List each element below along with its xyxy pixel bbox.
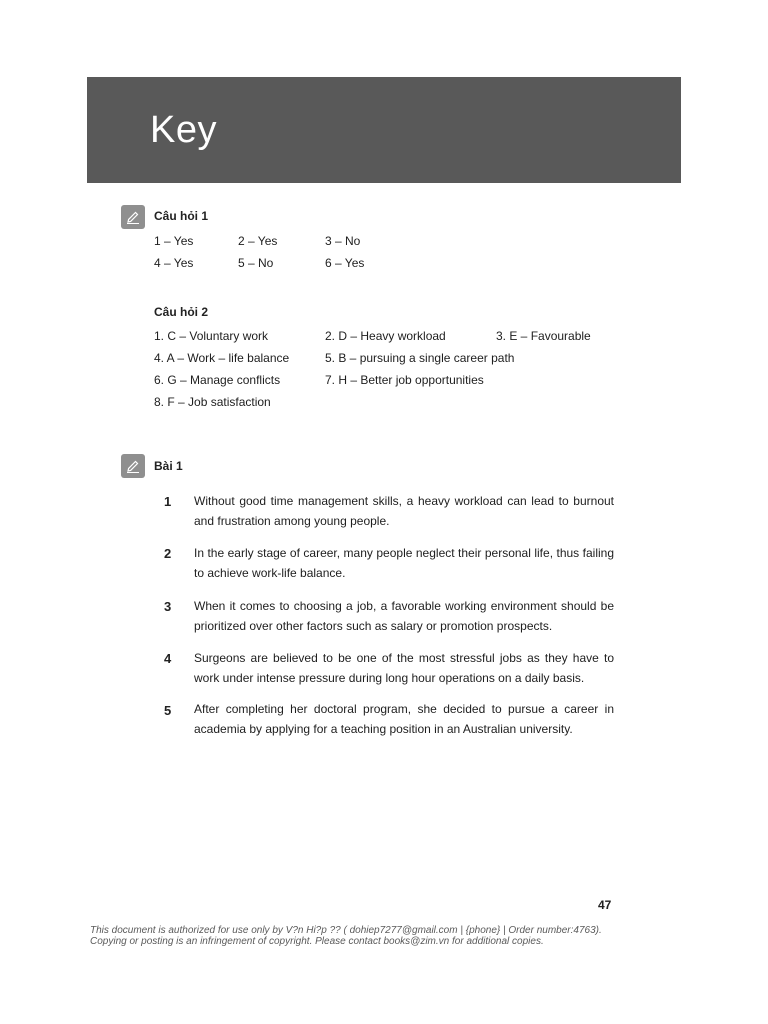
answer-item: 5 – No: [238, 256, 274, 270]
header-banner: [87, 77, 681, 183]
answer-item: 2 – Yes: [238, 234, 278, 248]
item-number: 3: [164, 599, 172, 614]
answer-item: 3 – No: [325, 234, 361, 248]
answer-item: 7. H – Better job opportunities: [325, 373, 484, 387]
pencil-icon: [121, 454, 145, 478]
answer-item: 1 – Yes: [154, 234, 194, 248]
item-number: 2: [164, 546, 172, 561]
page-number: 47: [598, 898, 612, 912]
answer-item: 1. C – Voluntary work: [154, 329, 269, 343]
section-label-q2: Câu hỏi 2: [154, 305, 209, 319]
section-label-bai1: Bài 1: [154, 459, 183, 473]
answer-item: 6 – Yes: [325, 256, 365, 270]
answer-item: 4. A – Work – life balance: [154, 351, 290, 365]
section-label-q1: Câu hỏi 1: [154, 209, 209, 223]
item-number: 1: [164, 494, 172, 509]
copyright-footer: [90, 925, 730, 947]
answer-item: 2. D – Heavy workload: [325, 329, 446, 343]
answer-item: 6. G – Manage conflicts: [154, 373, 281, 387]
answer-item: 4 – Yes: [154, 256, 194, 270]
sentence-text: Without good time management skills, a heavy workload can lead to burnout and frustration among young people.: [194, 494, 614, 528]
pencil-icon: [121, 205, 145, 229]
answer-item: 3. E – Favourable: [496, 329, 591, 343]
page-title: Key: [150, 109, 217, 151]
answer-item: 5. B – pursuing a single career path: [325, 351, 515, 365]
answer-item: 8. F – Job satisfaction: [154, 395, 271, 409]
sentence-text: In the early stage of career, many people neglect their personal life, thus failing to achieve work-life balance.: [194, 546, 614, 580]
footer-line: This document is authorized for use only by V?n Hi?p ?? ( dohiep7277@gmail.com | {phone} | Order number:4763).: [90, 925, 602, 936]
sentence-text: Surgeons are believed to be one of the most stressful jobs as they have to work under intense pressure during long hour operations on a daily basis.: [194, 651, 614, 685]
item-number: 5: [164, 703, 172, 718]
item-number: 4: [164, 651, 172, 666]
sentence-text: When it comes to choosing a job, a favorable working environment should be prioritized over other factors such as salary or promotion prospects.: [194, 599, 614, 633]
footer-line: Copying or posting is an infringement of copyright. Please contact books@zim.vn for additional copies.: [90, 936, 544, 947]
sentence-text: After completing her doctoral program, she decided to pursue a career in academia by applying for a teaching position in an Australian university.: [194, 702, 614, 736]
